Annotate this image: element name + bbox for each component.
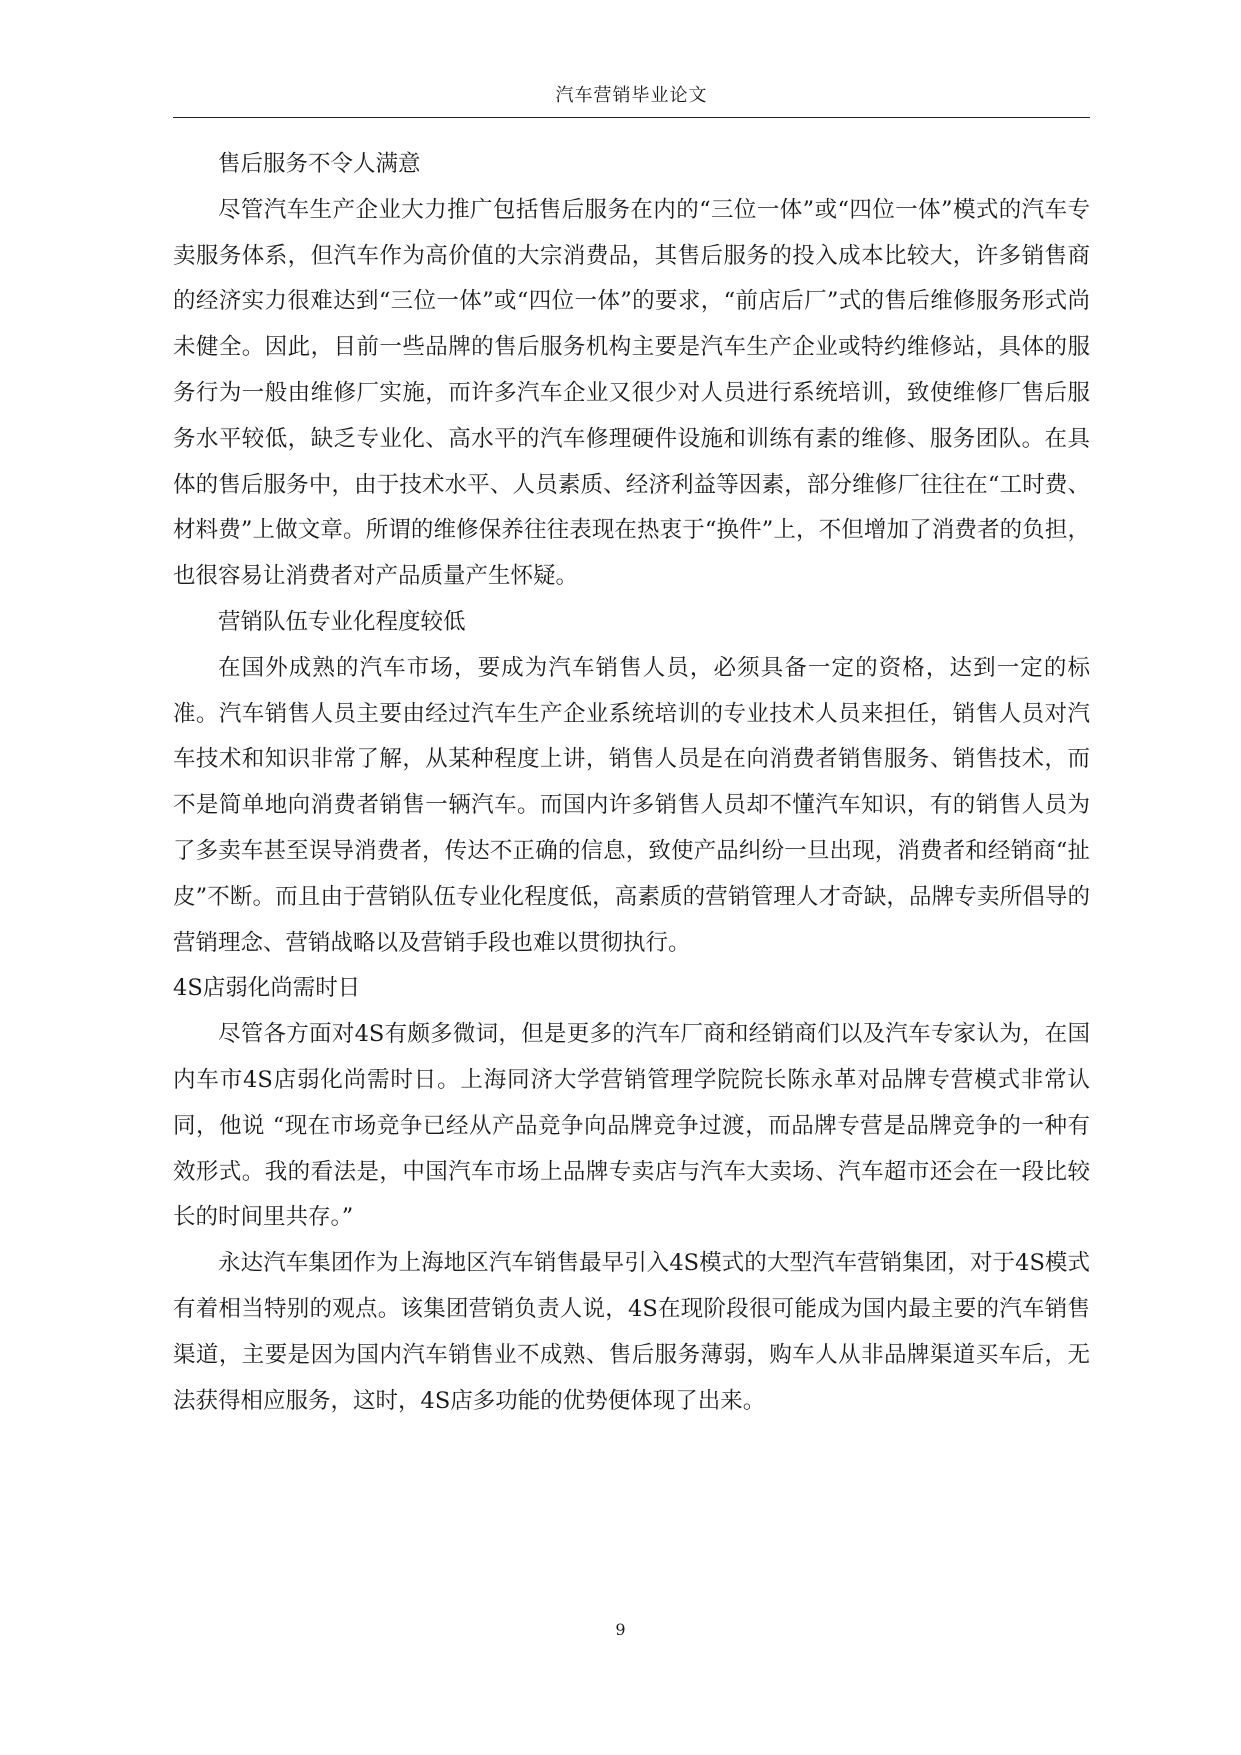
section-heading-after-sales: 售后服务不令人满意: [218, 151, 421, 177]
section-heading-sales-team: 营销队伍专业化程度较低: [218, 608, 466, 635]
paragraph-sales-team: 在国外成熟的汽车市场，要成为汽车销售人员，必须具备一定的资格，达到一定的标准。汽车销售人员主要由经过汽车生产企业系统培训的专业技术人员来担任，销售人员对汽车技术和知识非常了解，从某种程度上讲，销售人员是在向消费者销售服务、销售技术，而不是简单地向消费者销售一辆汽车。而国内许多销售人员却不懂汽车知识，有的销售人员为了多卖车甚至误导消费者，传达不正确的信息，致使产品纠纷一旦出现，消费者和经销商“扯皮”不断。而且由于营销队伍专业化程度低，高素质的营销管理人才奇缺，品牌专卖所倡导的营销理念、营销战略以及营销手段也难以贯彻执行。: [173, 654, 1090, 956]
header-divider: [173, 117, 1090, 118]
running-header: 汽车营销毕业论文: [555, 85, 708, 106]
body-text: [173, 142, 1090, 1424]
paragraph-after-sales: 尽管汽车生产企业大力推广包括售后服务在内的“三位一体”或“四位一体”模式的汽车专卖服务体系，但汽车作为高价值的大宗消费品，其售后服务的投入成本比较大，许多销售商的经济实力很难达到“三位一体”或“四位一体”的要求，“前店后厂”式的售后维修服务形式尚未健全。因此，目前一些品牌的售后服务机构主要是汽车生产企业或特约维修站，具体的服务行为一般由维修厂实施，而许多汽车企业又很少对人员进行系统培训，致使维修厂售后服务水平较低，缺乏专业化、高水平的汽车修理硬件设施和训练有素的维修、服务团队。在具体的售后服务中，由于技术水平、人员素质、经济利益等因素，部分维修厂往往在“工时费、材料费”上做文章。所谓的维修保养往往表现在热衷于“换件”上，不但增加了消费者的负担，也很容易让消费者对产品质量产生怀疑。: [173, 196, 1090, 590]
page-number: 9: [615, 1620, 626, 1639]
section-heading-4s-store: 4S店弱化尚需时日: [173, 975, 361, 1002]
paragraph-yongda-group: 永达汽车集团作为上海地区汽车销售最早引入4S模式的大型汽车营销集团，对于4S模式有着相当特别的观点。该集团营销负责人说，4S在现阶段很可能成为国内最主要的汽车销售渠道，主要是因为国内汽车销售业不成熟、售后服务薄弱，购车人从非品牌渠道买车后，无法获得相应服务，这时，4S店多功能的优势便体现了出来。: [173, 1250, 1090, 1414]
paragraph-4s-opinion: 尽管各方面对4S有颇多微词，但是更多的汽车厂商和经销商们以及汽车专家认为，在国内车市4S店弱化尚需时日。上海同济大学营销管理学院院长陈永革对品牌专营模式非常认同，他说 “现在市场竞争已经从产品竞争向品牌竞争过渡，而品牌专营是品牌竞争的一种有效形式。我的看法是，中国汽车市场上品牌专卖店与汽车大卖场、汽车超市还会在一段比较长的时间里共存。”: [173, 1021, 1090, 1231]
